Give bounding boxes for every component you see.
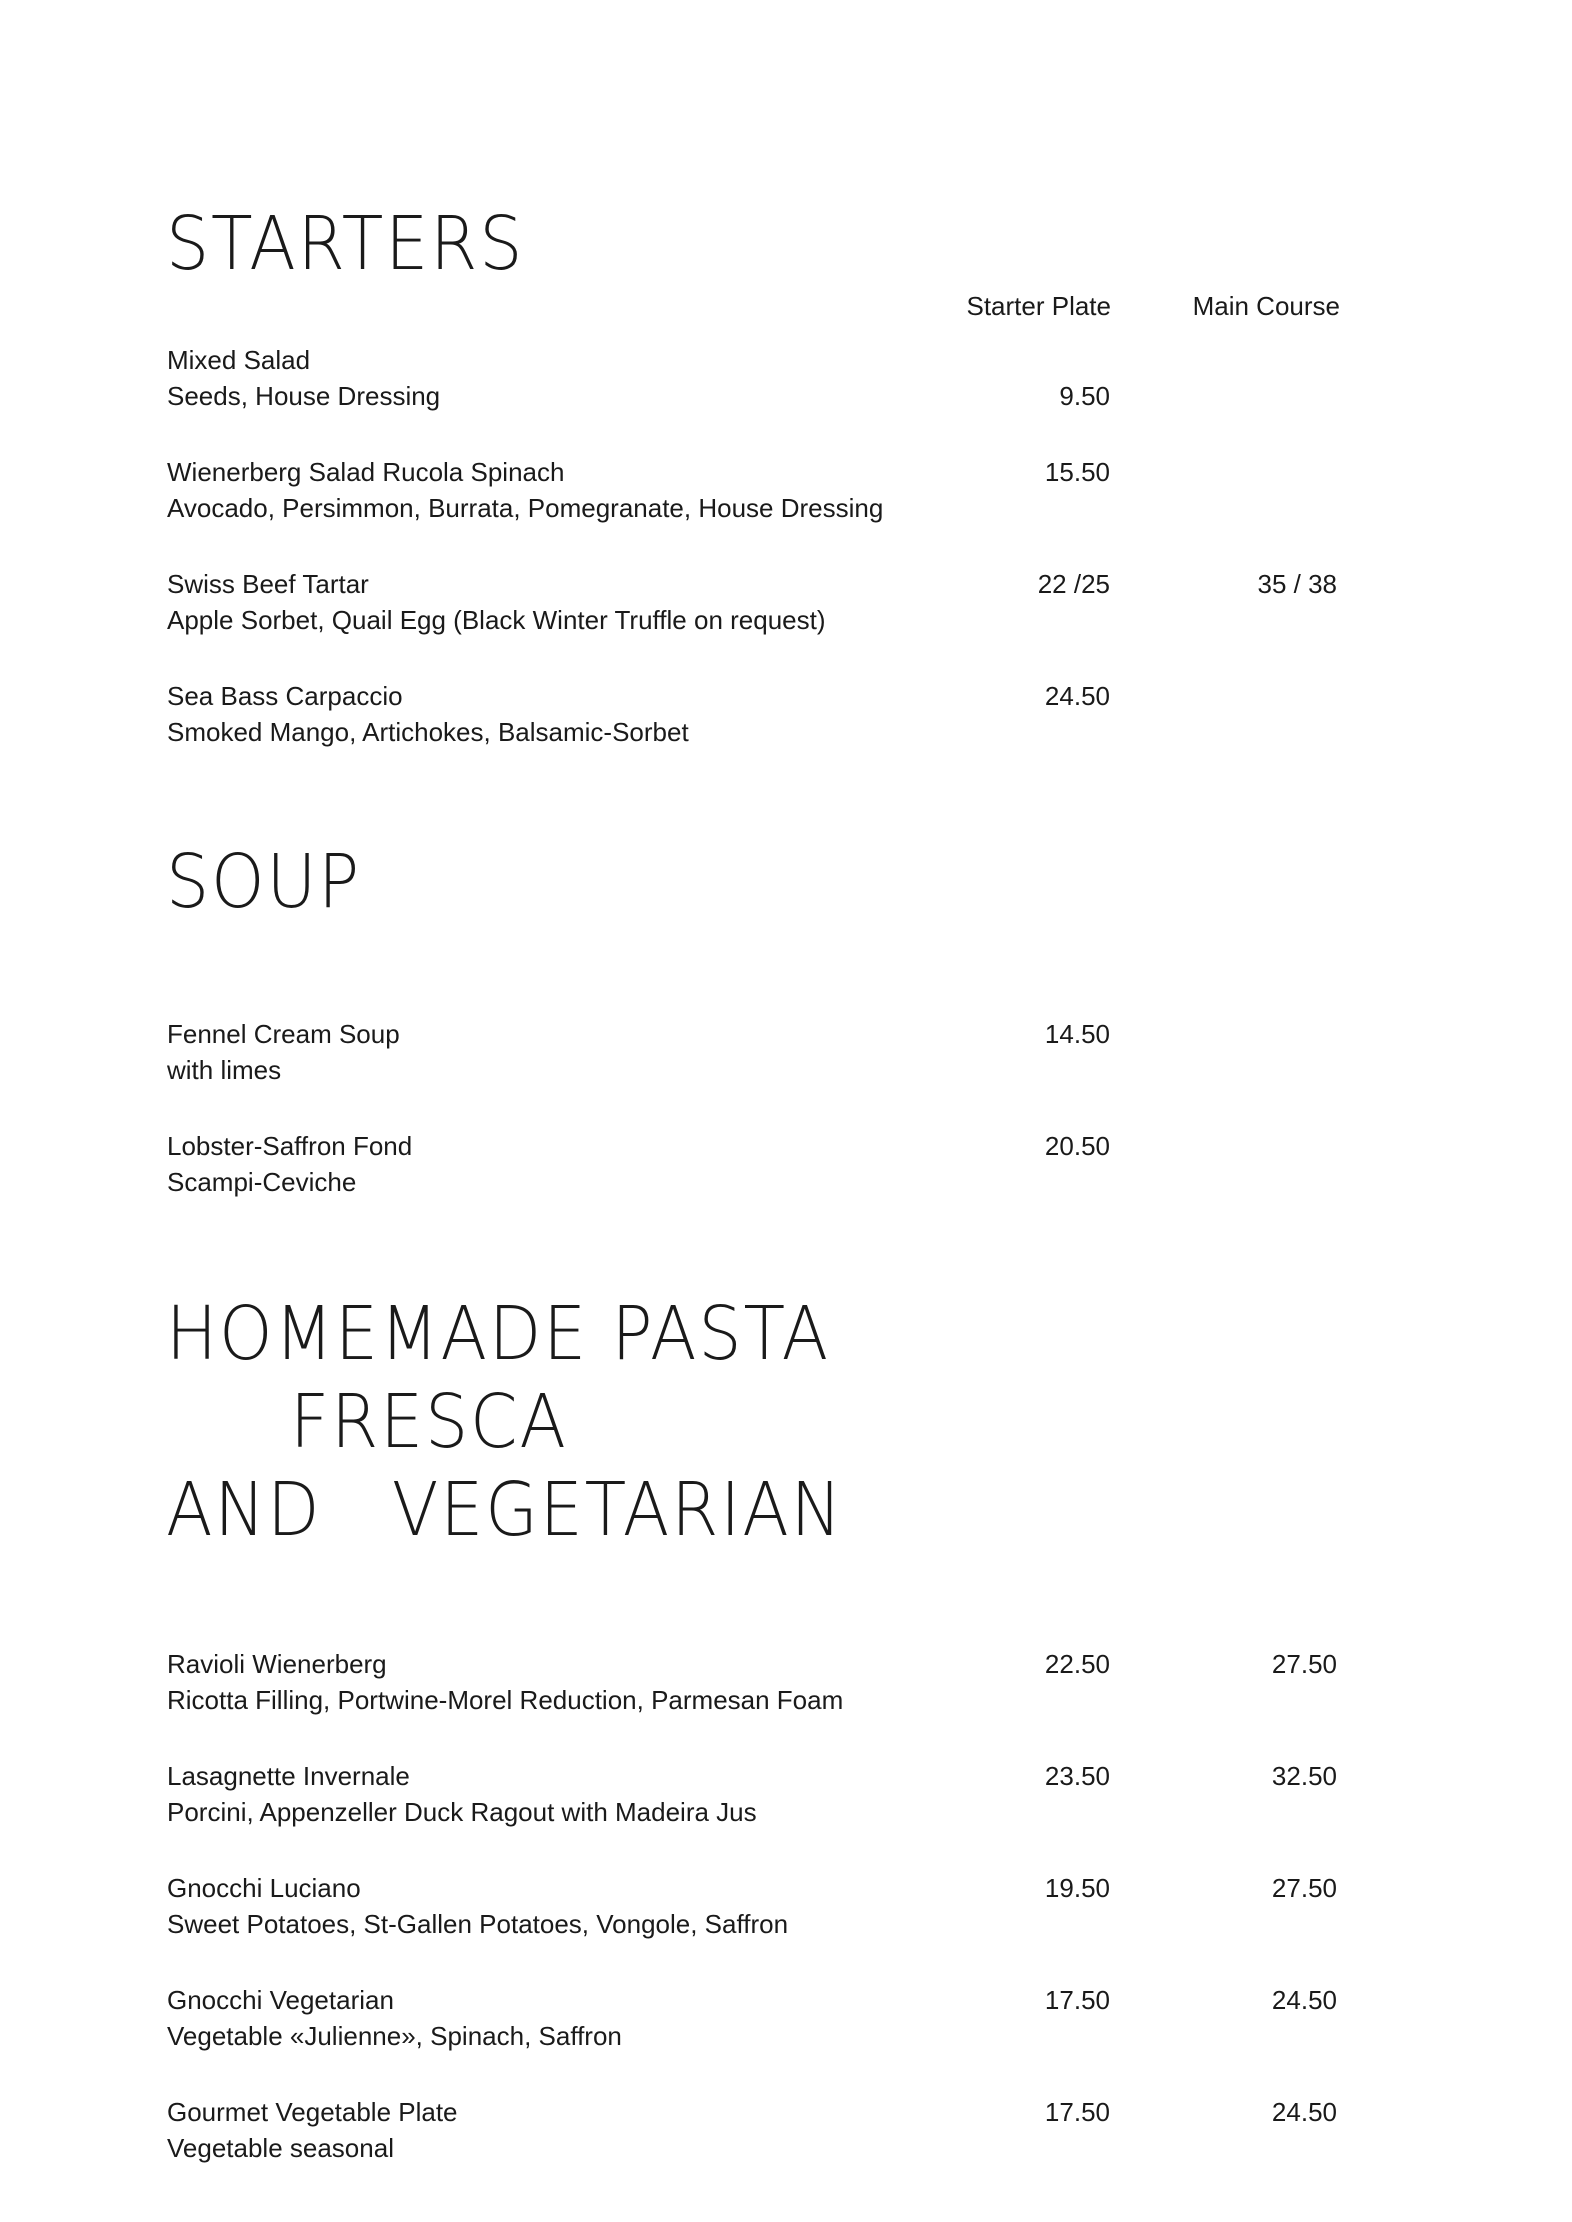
item-description: Seeds, House Dressing [167,381,441,411]
item-name: Fennel Cream Soup [167,1019,400,1049]
item-name: Mixed Salad [167,345,311,375]
starter-price: 20.50 [1044,1131,1110,1161]
starter-price: 15.50 [1044,457,1110,487]
menu-item-swiss-beef-tartar [167,566,1407,638]
starter-price: 17.50 [1044,1985,1110,2015]
starters-heading: STARTERS [166,201,525,287]
item-description: Porcini, Appenzeller Duck Ragout with Madeira Jus [167,1797,757,1827]
item-description: Ricotta Filling, Portwine-Morel Reduction, Parmesan Foam [167,1685,844,1715]
main-course-column-header: Main Course [1192,291,1340,321]
item-description: Sweet Potatoes, St-Gallen Potatoes, Vongole, Saffron [167,1909,789,1939]
menu-item-lobster-saffron-fond [167,1128,1407,1200]
main-course-price: 24.50 [1271,1985,1337,2015]
main-course-price: 32.50 [1271,1761,1337,1791]
item-description: Smoked Mango, Artichokes, Balsamic-Sorbet [167,717,689,747]
starter-price: 23.50 [1044,1761,1110,1791]
item-description: Avocado, Persimmon, Burrata, Pomegranate, House Dressing [167,493,884,523]
item-description: Scampi-Ceviche [167,1167,357,1197]
starter-price: 14.50 [1044,1019,1110,1049]
pasta-heading-line-2: FRESCA [290,1379,568,1465]
main-course-price: 35 / 38 [1257,569,1337,599]
main-course-price: 27.50 [1271,1873,1337,1903]
menu-item-ravioli-wienerberg [167,1646,1407,1718]
starter-price: 19.50 [1044,1873,1110,1903]
starter-plate-column-header: Starter Plate [966,291,1111,321]
item-description: Vegetable «Julienne», Spinach, Saffron [167,2021,622,2051]
starter-price: 22.50 [1044,1649,1110,1679]
menu-item-gnocchi-luciano [167,1870,1407,1942]
menu-item-gnocchi-vegetarian [167,1982,1407,2054]
item-description: with limes [167,1055,282,1085]
item-name: Wienerberg Salad Rucola Spinach [167,457,565,487]
main-course-price: 24.50 [1271,2097,1337,2127]
pasta-heading-line-3: AND VEGETARIAN [166,1467,844,1553]
item-description: Apple Sorbet, Quail Egg (Black Winter Truffle on request) [167,605,826,635]
item-name: Ravioli Wienerberg [167,1649,387,1679]
item-name: Lasagnette Invernale [167,1761,410,1791]
menu-item-wienerberg-salad [167,454,1407,526]
item-name: Gnocchi Vegetarian [167,1985,394,2015]
menu-item-gourmet-vegetable-plate [167,2094,1407,2166]
starter-price: 24.50 [1044,681,1110,711]
starter-price: 9.50 [1059,381,1110,411]
menu-item-mixed-salad [167,342,1407,414]
soup-heading: SOUP [166,839,362,925]
menu-item-lasagnette-invernale [167,1758,1407,1830]
menu-item-sea-bass-carpaccio [167,678,1407,750]
item-name: Gourmet Vegetable Plate [167,2097,458,2127]
pasta-heading-line-1: HOMEMADE PASTA [166,1291,831,1377]
item-description: Vegetable seasonal [167,2133,394,2163]
starter-price: 22 /25 [1037,569,1110,599]
item-name: Sea Bass Carpaccio [167,681,403,711]
item-name: Swiss Beef Tartar [167,569,369,599]
item-name: Gnocchi Luciano [167,1873,361,1903]
main-course-price: 27.50 [1271,1649,1337,1679]
menu-item-fennel-cream-soup [167,1016,1407,1088]
starter-price: 17.50 [1044,2097,1110,2127]
item-name: Lobster-Saffron Fond [167,1131,413,1161]
